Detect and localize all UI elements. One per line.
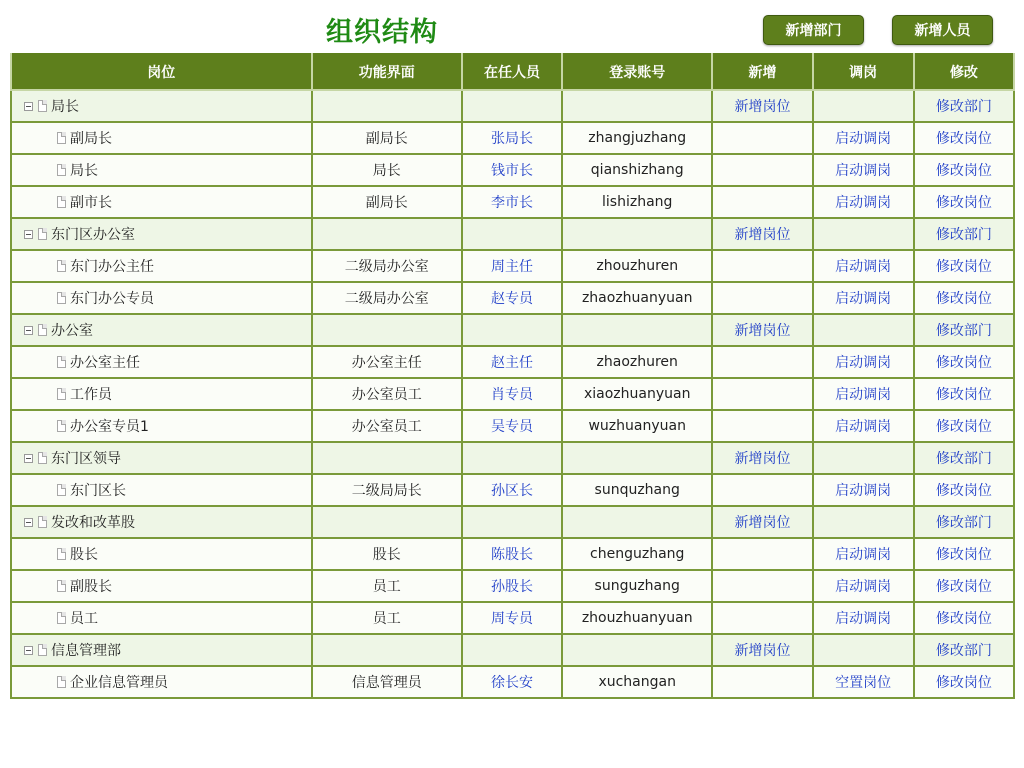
position-name-cell: [11, 250, 312, 282]
department-row: [11, 634, 1014, 666]
document-icon: [57, 260, 66, 272]
transfer-link[interactable]: 启动调岗: [835, 579, 892, 595]
folder-doc-icon: [38, 644, 47, 656]
person-cell: [462, 602, 562, 634]
add-cell: [712, 538, 812, 570]
person-link[interactable]: 肖专员: [490, 387, 533, 403]
edit-position-link[interactable]: 修改岗位: [935, 195, 992, 211]
account-cell: [562, 506, 712, 538]
edit-cell: [914, 122, 1014, 154]
transfer-link[interactable]: 启动调岗: [835, 163, 892, 179]
folder-doc-icon: [38, 452, 47, 464]
person-link[interactable]: 吴专员: [490, 419, 533, 435]
position-name-cell: [11, 378, 312, 410]
collapse-icon[interactable]: [24, 518, 33, 527]
add-cell: [712, 634, 812, 666]
person-cell: [462, 378, 562, 410]
position-name: 东门办公专员: [70, 291, 154, 307]
account-cell: zhouzhuren: [562, 250, 712, 282]
table-header-row: [11, 54, 1014, 90]
edit-position-link[interactable]: 修改岗位: [935, 675, 992, 691]
add-department-button[interactable]: 新增部门: [763, 15, 864, 45]
add-person-button[interactable]: 新增人员: [892, 15, 993, 45]
account-cell: [562, 442, 712, 474]
collapse-icon[interactable]: [24, 646, 33, 655]
person-cell: [462, 346, 562, 378]
position-name-cell: [11, 282, 312, 314]
folder-doc-icon: [38, 228, 47, 240]
person-link[interactable]: 孙股长: [490, 579, 533, 595]
department-name: 办公室: [51, 323, 93, 339]
column-header-transfer: 调岗: [813, 54, 914, 90]
department-name-cell: [11, 634, 312, 666]
person-link[interactable]: 赵主任: [490, 355, 533, 371]
edit-cell: [914, 442, 1014, 474]
edit-cell: [914, 218, 1014, 250]
position-name-cell: [11, 538, 312, 570]
ui-cell: 二级局局长: [312, 474, 462, 506]
transfer-link[interactable]: 空置岗位: [835, 675, 892, 691]
ui-cell: [312, 90, 462, 122]
person-link[interactable]: 赵专员: [490, 291, 533, 307]
transfer-cell: [813, 634, 914, 666]
ui-cell: 员工: [312, 602, 462, 634]
account-cell: zhouzhuanyuan: [562, 602, 712, 634]
edit-cell: [914, 634, 1014, 666]
account-cell: zhaozhuanyuan: [562, 282, 712, 314]
folder-doc-icon: [38, 100, 47, 112]
ui-cell: [312, 218, 462, 250]
person-cell: [462, 250, 562, 282]
position-name-cell: [11, 474, 312, 506]
document-icon: [57, 580, 66, 592]
add-cell: [712, 186, 812, 218]
department-name: 发改和改革股: [51, 515, 135, 531]
transfer-cell: [813, 90, 914, 122]
ui-cell: 员工: [312, 570, 462, 602]
department-name-cell: [11, 218, 312, 250]
transfer-link[interactable]: 启动调岗: [835, 547, 892, 563]
position-row: [11, 282, 1014, 314]
ui-cell: 局长: [312, 154, 462, 186]
position-row: [11, 154, 1014, 186]
department-row: [11, 90, 1014, 122]
account-cell: chenguzhang: [562, 538, 712, 570]
edit-position-link[interactable]: 修改岗位: [935, 355, 992, 371]
edit-position-link[interactable]: 修改岗位: [935, 387, 992, 403]
person-cell: [462, 666, 562, 698]
position-name-cell: [11, 410, 312, 442]
person-cell: [462, 314, 562, 346]
org-structure-table: [10, 53, 1015, 699]
transfer-cell: [813, 154, 914, 186]
edit-department-link[interactable]: 修改部门: [935, 515, 992, 531]
position-name-cell: [11, 186, 312, 218]
position-row: [11, 666, 1014, 698]
transfer-link[interactable]: 启动调岗: [835, 355, 892, 371]
transfer-link[interactable]: 启动调岗: [835, 483, 892, 499]
position-name: 副股长: [70, 579, 112, 595]
position-name: 员工: [70, 611, 98, 627]
account-cell: [562, 90, 712, 122]
edit-position-link[interactable]: 修改岗位: [935, 483, 992, 499]
person-link[interactable]: 周主任: [490, 259, 533, 275]
collapse-icon[interactable]: [24, 102, 33, 111]
add-cell: [712, 346, 812, 378]
account-cell: xiaozhuanyuan: [562, 378, 712, 410]
position-name-cell: [11, 154, 312, 186]
person-cell: [462, 90, 562, 122]
department-row: [11, 442, 1014, 474]
transfer-cell: [813, 474, 914, 506]
position-name-cell: [11, 122, 312, 154]
page-title: 组织结构: [326, 17, 438, 48]
transfer-link[interactable]: 启动调岗: [835, 387, 892, 403]
ui-cell: [312, 634, 462, 666]
edit-position-link[interactable]: 修改岗位: [935, 131, 992, 147]
ui-cell: 副局长: [312, 122, 462, 154]
person-cell: [462, 410, 562, 442]
document-icon: [57, 612, 66, 624]
account-cell: [562, 634, 712, 666]
transfer-cell: [813, 282, 914, 314]
add-position-link[interactable]: 新增岗位: [734, 643, 791, 659]
department-row: [11, 218, 1014, 250]
person-cell: [462, 186, 562, 218]
add-cell: [712, 602, 812, 634]
add-position-link[interactable]: 新增岗位: [734, 227, 791, 243]
person-link[interactable]: 徐长安: [490, 675, 533, 691]
position-name: 东门办公主任: [70, 259, 154, 275]
ui-cell: 二级局办公室: [312, 282, 462, 314]
transfer-cell: [813, 602, 914, 634]
position-name-cell: [11, 346, 312, 378]
edit-department-link[interactable]: 修改部门: [935, 451, 992, 467]
add-position-link[interactable]: 新增岗位: [734, 323, 791, 339]
ui-cell: 副局长: [312, 186, 462, 218]
position-row: [11, 378, 1014, 410]
edit-position-link[interactable]: 修改岗位: [935, 163, 992, 179]
position-name: 办公室主任: [70, 355, 140, 371]
person-link[interactable]: 钱市长: [490, 163, 533, 179]
column-header-account: 登录账号: [562, 54, 712, 90]
edit-department-link[interactable]: 修改部门: [935, 227, 992, 243]
position-name: 副市长: [70, 195, 112, 211]
add-cell: [712, 506, 812, 538]
department-name: 信息管理部: [51, 643, 121, 659]
collapse-icon[interactable]: [24, 230, 33, 239]
position-name: 工作员: [70, 387, 112, 403]
column-header-position: 岗位: [11, 54, 312, 90]
position-row: [11, 346, 1014, 378]
document-icon: [57, 164, 66, 176]
transfer-cell: [813, 346, 914, 378]
edit-cell: [914, 154, 1014, 186]
account-cell: sunguzhang: [562, 570, 712, 602]
edit-position-link[interactable]: 修改岗位: [935, 611, 992, 627]
column-header-ui: 功能界面: [312, 54, 462, 90]
transfer-link[interactable]: 启动调岗: [835, 131, 892, 147]
edit-cell: [914, 410, 1014, 442]
transfer-link[interactable]: 启动调岗: [835, 611, 892, 627]
document-icon: [57, 388, 66, 400]
person-cell: [462, 154, 562, 186]
ui-cell: [312, 506, 462, 538]
department-name: 局长: [51, 99, 79, 115]
account-cell: qianshizhang: [562, 154, 712, 186]
ui-cell: 办公室员工: [312, 410, 462, 442]
edit-position-link[interactable]: 修改岗位: [935, 419, 992, 435]
edit-cell: [914, 666, 1014, 698]
edit-department-link[interactable]: 修改部门: [935, 643, 992, 659]
ui-cell: [312, 442, 462, 474]
position-row: [11, 122, 1014, 154]
person-cell: [462, 634, 562, 666]
position-name-cell: [11, 602, 312, 634]
add-position-link[interactable]: 新增岗位: [734, 99, 791, 115]
transfer-link[interactable]: 启动调岗: [835, 195, 892, 211]
edit-cell: [914, 346, 1014, 378]
department-name-cell: [11, 314, 312, 346]
transfer-cell: [813, 666, 914, 698]
collapse-icon[interactable]: [24, 326, 33, 335]
add-cell: [712, 282, 812, 314]
account-cell: sunquzhang: [562, 474, 712, 506]
add-cell: [712, 218, 812, 250]
person-link[interactable]: 陈股长: [490, 547, 533, 563]
position-row: [11, 538, 1014, 570]
folder-doc-icon: [38, 516, 47, 528]
position-name-cell: [11, 666, 312, 698]
ui-cell: [312, 314, 462, 346]
document-icon: [57, 676, 66, 688]
position-row: [11, 250, 1014, 282]
edit-cell: [914, 250, 1014, 282]
transfer-cell: [813, 122, 914, 154]
document-icon: [57, 548, 66, 560]
add-position-link[interactable]: 新增岗位: [734, 451, 791, 467]
ui-cell: 信息管理员: [312, 666, 462, 698]
ui-cell: 办公室主任: [312, 346, 462, 378]
column-header-person: 在任人员: [462, 54, 562, 90]
person-cell: [462, 538, 562, 570]
person-cell: [462, 122, 562, 154]
add-position-link[interactable]: 新增岗位: [734, 515, 791, 531]
person-cell: [462, 282, 562, 314]
position-row: [11, 602, 1014, 634]
transfer-cell: [813, 442, 914, 474]
ui-cell: 股长: [312, 538, 462, 570]
account-cell: [562, 218, 712, 250]
edit-cell: [914, 602, 1014, 634]
edit-cell: [914, 570, 1014, 602]
person-link[interactable]: 李市长: [490, 195, 533, 211]
edit-cell: [914, 474, 1014, 506]
account-cell: zhangjuzhang: [562, 122, 712, 154]
document-icon: [57, 356, 66, 368]
transfer-link[interactable]: 启动调岗: [835, 291, 892, 307]
add-cell: [712, 122, 812, 154]
transfer-cell: [813, 250, 914, 282]
position-name: 企业信息管理员: [70, 675, 168, 691]
add-cell: [712, 570, 812, 602]
document-icon: [57, 484, 66, 496]
add-cell: [712, 378, 812, 410]
position-row: [11, 570, 1014, 602]
edit-cell: [914, 378, 1014, 410]
add-cell: [712, 474, 812, 506]
column-header-add: 新增: [712, 54, 812, 90]
transfer-cell: [813, 314, 914, 346]
position-name: 局长: [70, 163, 98, 179]
transfer-cell: [813, 570, 914, 602]
position-name: 东门区长: [70, 483, 126, 499]
add-cell: [712, 90, 812, 122]
add-cell: [712, 410, 812, 442]
edit-cell: [914, 506, 1014, 538]
document-icon: [57, 196, 66, 208]
person-link[interactable]: 周专员: [490, 611, 533, 627]
department-row: [11, 314, 1014, 346]
transfer-cell: [813, 506, 914, 538]
person-cell: [462, 506, 562, 538]
person-link[interactable]: 张局长: [490, 131, 533, 147]
position-row: [11, 410, 1014, 442]
person-cell: [462, 474, 562, 506]
edit-department-link[interactable]: 修改部门: [935, 99, 992, 115]
account-cell: [562, 314, 712, 346]
position-name: 办公室专员1: [70, 419, 149, 435]
edit-position-link[interactable]: 修改岗位: [935, 547, 992, 563]
transfer-cell: [813, 410, 914, 442]
transfer-link[interactable]: 启动调岗: [835, 259, 892, 275]
account-cell: zhaozhuren: [562, 346, 712, 378]
position-row: [11, 474, 1014, 506]
position-name: 副局长: [70, 131, 112, 147]
add-cell: [712, 666, 812, 698]
edit-cell: [914, 538, 1014, 570]
person-cell: [462, 218, 562, 250]
edit-cell: [914, 186, 1014, 218]
document-icon: [57, 420, 66, 432]
collapse-icon[interactable]: [24, 454, 33, 463]
department-name: 东门区办公室: [51, 227, 135, 243]
account-cell: wuzhuanyuan: [562, 410, 712, 442]
transfer-link[interactable]: 启动调岗: [835, 419, 892, 435]
document-icon: [57, 132, 66, 144]
add-cell: [712, 442, 812, 474]
folder-doc-icon: [38, 324, 47, 336]
add-cell: [712, 314, 812, 346]
account-cell: xuchangan: [562, 666, 712, 698]
document-icon: [57, 292, 66, 304]
transfer-cell: [813, 218, 914, 250]
transfer-cell: [813, 378, 914, 410]
edit-position-link[interactable]: 修改岗位: [935, 259, 992, 275]
department-name-cell: [11, 442, 312, 474]
edit-cell: [914, 282, 1014, 314]
edit-position-link[interactable]: 修改岗位: [935, 579, 992, 595]
position-name-cell: [11, 570, 312, 602]
edit-cell: [914, 90, 1014, 122]
department-name-cell: [11, 90, 312, 122]
edit-position-link[interactable]: 修改岗位: [935, 291, 992, 307]
person-cell: [462, 570, 562, 602]
edit-cell: [914, 314, 1014, 346]
person-cell: [462, 442, 562, 474]
position-row: [11, 186, 1014, 218]
department-name: 东门区领导: [51, 451, 121, 467]
add-cell: [712, 154, 812, 186]
transfer-cell: [813, 538, 914, 570]
person-link[interactable]: 孙区长: [490, 483, 533, 499]
ui-cell: 办公室员工: [312, 378, 462, 410]
account-cell: lishizhang: [562, 186, 712, 218]
position-name: 股长: [70, 547, 98, 563]
department-name-cell: [11, 506, 312, 538]
add-cell: [712, 250, 812, 282]
transfer-cell: [813, 186, 914, 218]
column-header-edit: 修改: [914, 54, 1014, 90]
edit-department-link[interactable]: 修改部门: [935, 323, 992, 339]
ui-cell: 二级局办公室: [312, 250, 462, 282]
department-row: [11, 506, 1014, 538]
